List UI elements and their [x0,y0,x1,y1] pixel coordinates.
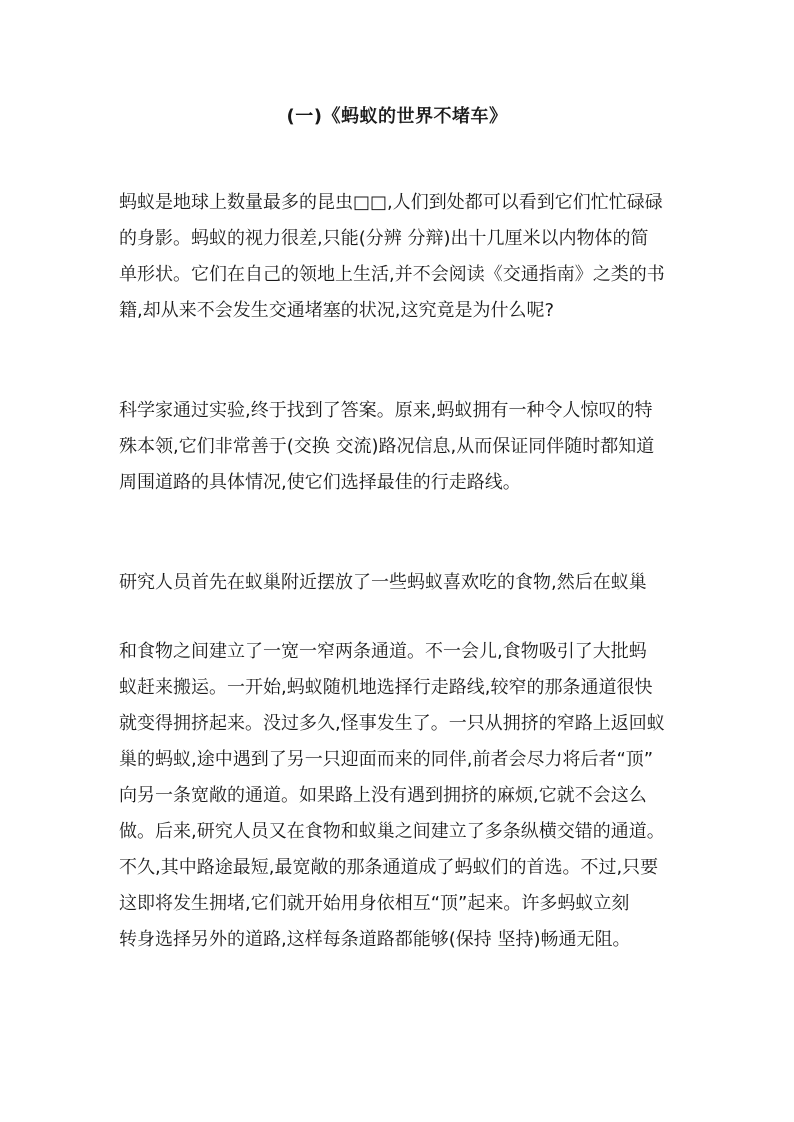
paragraph-line: 周围道路的具体情况,使它们选择最佳的行走路线。 [119,472,521,493]
paragraph-line: 的身影。蚂蚁的视力很差,只能(分辨 分辩)出十几厘米以内物体的简 [119,228,649,249]
paragraph-3 [119,565,679,601]
paragraph-line: 和食物之间建立了一宽一窄两条通道。不一会儿,食物吸引了大批蚂 [119,641,647,662]
paragraph-line: 科学家通过实验,终于找到了答案。原来,蚂蚁拥有一种令人惊叹的特 [119,400,653,421]
paragraph-line: 就变得拥挤起来。没过多久,怪事发生了。一只从拥挤的窄路上返回蚁 [119,713,665,734]
paragraph-line: 籍,却从来不会发生交通堵塞的状况,这究竟是为什么呢? [119,300,554,321]
paragraph-line: 单形状。它们在自己的领地上生活,并不会阅读《交通指南》之类的书 [119,264,665,285]
paragraph-1 [119,185,679,329]
paragraph-line: 蚁赶来搬运。一开始,蚂蚁随机地选择行走路线,较窄的那条通道很快 [119,677,653,698]
paragraph-line: 巢的蚂蚁,途中遇到了另一只迎面而来的同伴,前者会尽力将后者“顶” [119,749,654,770]
paragraph-line: 转身选择另外的道路,这样每条道路都能够(保持 坚持)畅通无阻。 [119,929,631,950]
paragraph-line: 向另一条宽敞的通道。如果路上没有遇到拥挤的麻烦,它就不会这么 [119,785,647,806]
paragraph-line: 蚂蚁是地球上数量最多的昆虫□□,人们到处都可以看到它们忙忙碌碌 [119,192,663,213]
article-title: (一)《蚂蚁的世界不堵车》 [286,106,508,127]
paragraph-line: 这即将发生拥堵,它们就开始用身依相互“顶”起来。许多蚂蚁立刻 [119,893,630,914]
paragraph-2 [119,393,679,501]
paragraph-line: 殊本领,它们非常善于(交换 交流)路况信息,从而保证同伴随时都知道 [119,436,655,457]
paragraph-line: 研究人员首先在蚁巢附近摆放了一些蚂蚁喜欢吃的食物,然后在蚁巢 [119,572,647,593]
paragraph-4 [119,634,679,958]
paragraph-line: 做。后来,研究人员又在食物和蚁巢之间建立了多条纵横交错的通道。 [119,821,665,842]
paragraph-line: 不久,其中路途最短,最宽敞的那条通道成了蚂蚁们的首选。不过,只要 [119,857,659,878]
